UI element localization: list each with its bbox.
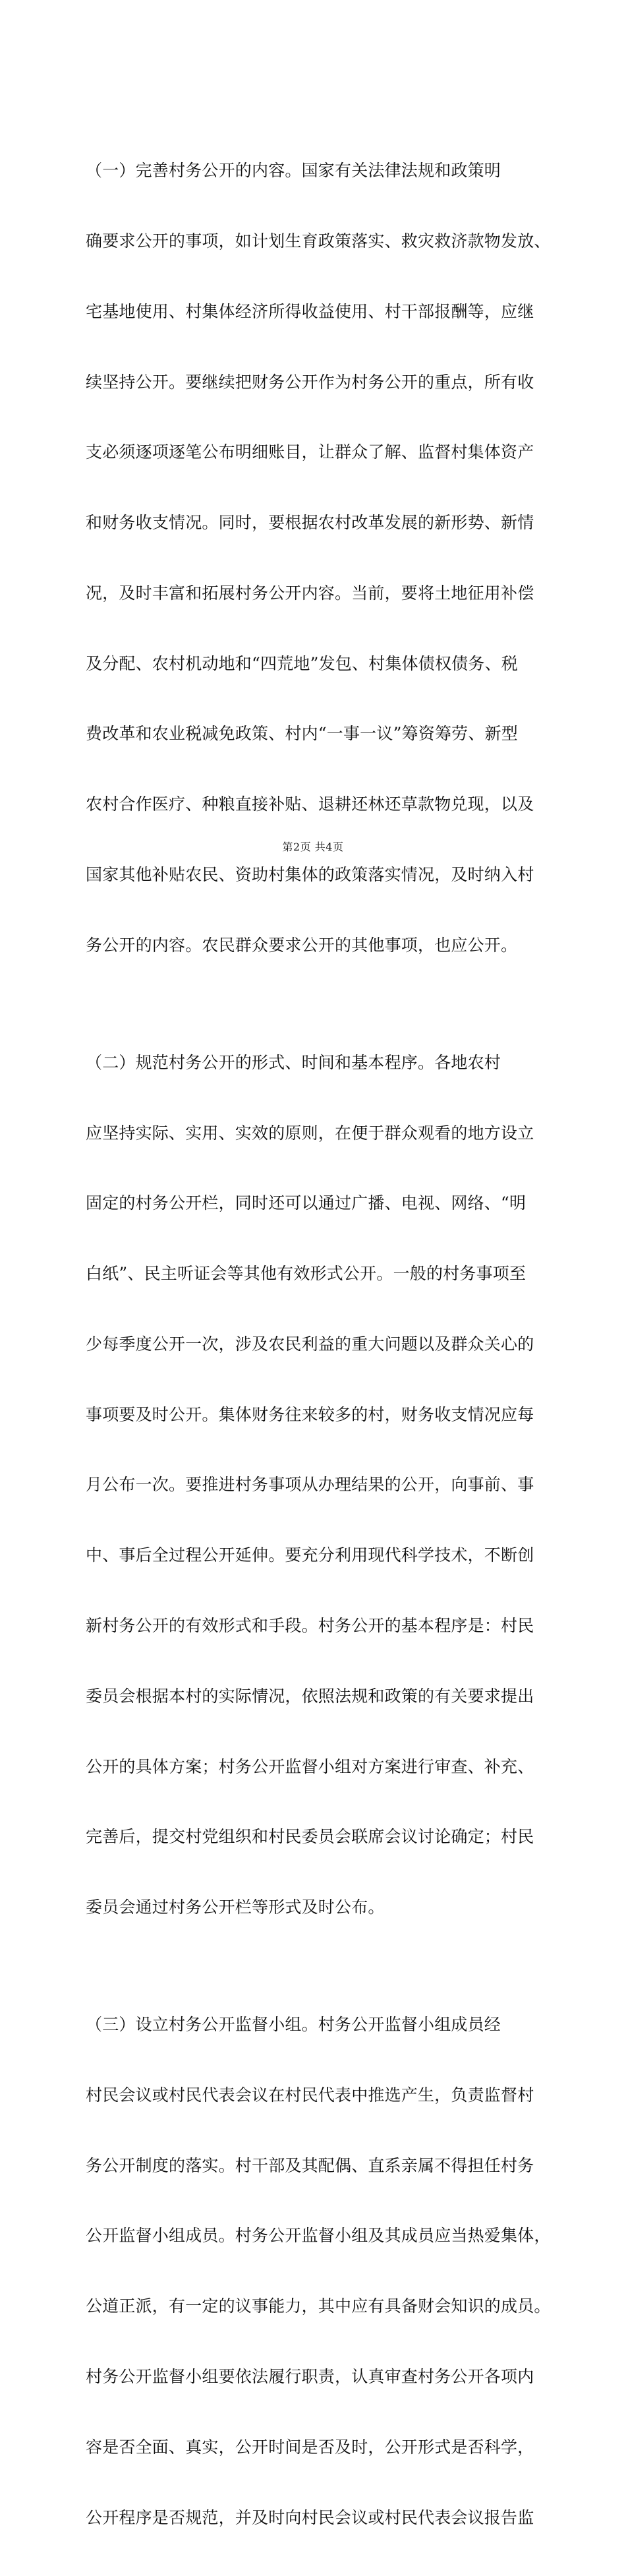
document-body: [86, 112, 551, 2576]
text-line: 确要求公开的事项，如计划生育政策落实、救灾救济款物发放、: [86, 231, 551, 251]
text-line: 和财务收支情况。同时，要根据农村改革发展的新形势、新情: [86, 513, 534, 533]
text-line: 白纸”、民主听证会等其他有效形式公开。一般的村务事项至: [86, 1264, 526, 1284]
paragraph-1: [86, 112, 551, 1004]
text-line: （三）设立村务公开监督小组。村务公开监督小组成员经: [86, 2015, 501, 2035]
text-line: 公开程序是否规范，并及时向村民会议或村民代表会议报告监: [86, 2507, 534, 2527]
text-line: 少每季度公开一次，涉及农民利益的重大问题以及群众关心的: [86, 1334, 534, 1354]
paragraph-3: [86, 1966, 551, 2576]
paragraph-2: [86, 1004, 547, 1966]
text-line: 务公开制度的落实。村干部及其配偶、直系亲属不得担任村务: [86, 2155, 534, 2175]
text-line: 及分配、农村机动地和“四荒地”发包、村集体债权债务、税: [86, 653, 518, 673]
text-line: 委员会根据本村的实际情况，依照法规和政策的有关要求提出: [86, 1686, 534, 1706]
text-line: 委员会通过村务公开栏等形式及时公布。: [86, 1898, 385, 1917]
text-line: 村务公开监督小组要依法履行职责，认真审查村务公开各项内: [86, 2367, 534, 2386]
text-line: 续坚持公开。要继续把财务公开作为村务公开的重点，所有收: [86, 372, 534, 392]
text-line: 支必须逐项逐笔公布明细账目，让群众了解、监督村集体资产: [86, 442, 534, 462]
text-line: 中、事后全过程公开延伸。要充分利用现代科学技术，不断创: [86, 1545, 534, 1565]
text-line: 公开的具体方案；村务公开监督小组对方案进行审查、补充、: [86, 1756, 534, 1776]
text-line: 完善后，提交村党组织和村民委员会联席会议讨论确定；村民: [86, 1827, 534, 1847]
text-line: 宅基地使用、村集体经济所得收益使用、村干部报酬等，应继: [86, 301, 534, 321]
text-line: 公开监督小组成员。村务公开监督小组及其成员应当热爱集体，: [86, 2226, 551, 2246]
text-line: 应坚持实际、实用、实效的原则，在便于群众观看的地方设立: [86, 1123, 534, 1143]
page-number-footer: 第2页 共4页: [282, 841, 344, 853]
text-line: 公道正派，有一定的议事能力，其中应有具备财会知识的成员。: [86, 2296, 551, 2316]
text-line: （一）完善村务公开的内容。国家有关法律法规和政策明: [86, 161, 501, 181]
text-line: 事项要及时公开。集体财务往来较多的村，财务收支情况应每: [86, 1404, 534, 1424]
text-line: 农村合作医疗、种粮直接补贴、退耕还林还草款物兑现，以及: [86, 794, 534, 814]
text-line: 费改革和农业税减免政策、村内“一事一议”筹资筹劳、新型: [86, 724, 518, 744]
text-line: 固定的村务公开栏，同时还可以通过广播、电视、网络、“明: [86, 1193, 526, 1213]
text-line: （二）规范村务公开的形式、时间和基本程序。各地农村: [86, 1052, 501, 1072]
text-line: 国家其他补贴农民、资助村集体的政策落实情况，及时纳入村: [86, 865, 534, 884]
text-line: 村民会议或村民代表会议在村民代表中推选产生，负责监督村: [86, 2085, 534, 2105]
text-line: 月公布一次。要推进村务事项从办理结果的公开，向事前、事: [86, 1475, 534, 1495]
text-line: 容是否全面、真实，公开时间是否及时，公开形式是否科学，: [86, 2437, 534, 2457]
text-line: 新村务公开的有效形式和手段。村务公开的基本程序是：村民: [86, 1616, 534, 1635]
text-line: 况，及时丰富和拓展村务公开内容。当前，要将土地征用补偿: [86, 583, 534, 603]
text-line: 务公开的内容。农民群众要求公开的其他事项，也应公开。: [86, 935, 518, 955]
